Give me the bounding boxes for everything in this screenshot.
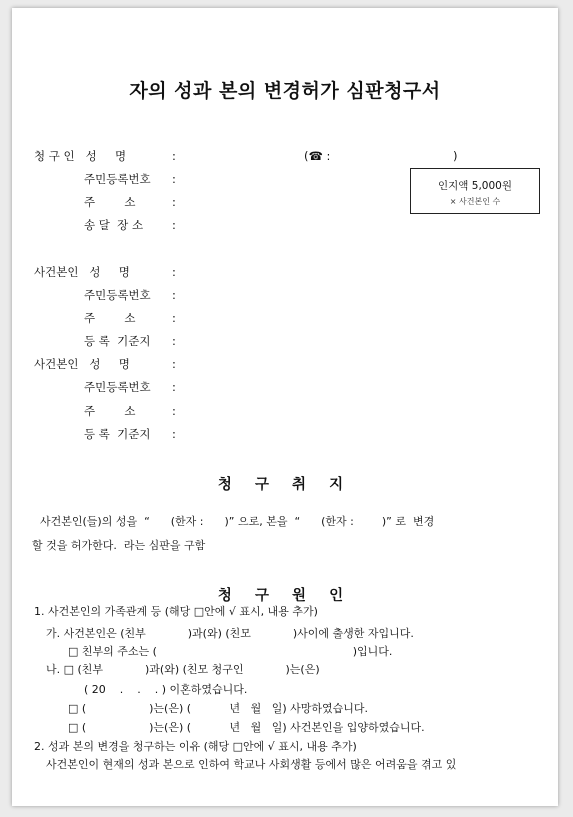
purpose-line-1: 사건본인(들)의 성을 “ (한자 : )” 으로, 본을 “ (한자 : )” 로 변경 <box>40 515 435 528</box>
colon: : <box>172 357 176 371</box>
colon: : <box>172 149 176 163</box>
cause-line-7: □ ( )는(은) ( 년 월 일) 사건본인을 입양하였습니다. <box>68 721 425 734</box>
claimant-addr-label: 주 소 <box>84 195 136 209</box>
claimant-rrn-label: 주민등록번호 <box>84 172 151 186</box>
purpose-line-2: 할 것을 허가한다. 라는 심판을 구함 <box>32 539 206 552</box>
subject2-name-label: 사건본인 성 명 <box>34 357 130 371</box>
stamp-fee-note: × 사건본인 수 <box>449 197 501 206</box>
colon: : <box>172 288 176 302</box>
cause-line-8: 2. 성과 본의 변경을 청구하는 이유 (해당 □안에 √ 표시, 내용 추가) <box>34 740 357 753</box>
subject1-addr-label: 주 소 <box>84 311 136 325</box>
stamp-fee-amount: 인지액 5,000원 <box>438 180 512 192</box>
cause-line-4: 나. □ (친부 )과(와) (친모 청구인 )는(은) <box>46 663 320 676</box>
cause-line-5: ( 20 . . . ) 이혼하였습니다. <box>84 683 248 696</box>
cause-line-2: 가. 사건본인은 (친부 )과(와) (친모 )사이에 출생한 자입니다. <box>46 627 414 640</box>
subject1-name-label: 사건본인 성 명 <box>34 265 130 279</box>
phone-close: ) <box>453 149 458 163</box>
subject1-rrn-label: 주민등록번호 <box>84 288 151 302</box>
document-page <box>12 8 558 806</box>
claimant-delivery-label: 송 달 장 소 <box>84 218 144 232</box>
subject2-addr-label: 주 소 <box>84 404 136 418</box>
colon: : <box>172 311 176 325</box>
claimant-name-label: 청 구 인 성 명 <box>34 149 127 163</box>
colon: : <box>172 334 176 348</box>
colon: : <box>172 265 176 279</box>
colon: : <box>172 218 176 232</box>
purpose-heading: 청 구 취 지 <box>217 477 353 493</box>
cause-line-3: □ 친부의 주소는 ( )입니다. <box>68 645 393 658</box>
document-title: 자의 성과 본의 변경허가 심판청구서 <box>129 80 441 102</box>
subject1-reg-label: 등 록 기준지 <box>84 334 151 348</box>
colon: : <box>172 195 176 209</box>
cause-line-9: 사건본인이 현재의 성과 본으로 인하여 학교나 사회생활 등에서 많은 어려움을 겪고 있 <box>46 758 457 771</box>
cause-line-1: 1. 사건본인의 가족관계 등 (해당 □안에 √ 표시, 내용 추가) <box>34 605 318 618</box>
stamp-fee-box <box>410 168 540 214</box>
cause-line-6: □ ( )는(은) ( 년 월 일) 사망하였습니다. <box>68 702 369 715</box>
cause-heading: 청 구 원 인 <box>217 588 353 604</box>
colon: : <box>172 404 176 418</box>
subject2-rrn-label: 주민등록번호 <box>84 380 151 394</box>
colon: : <box>172 427 176 441</box>
phone-open: (☎ : <box>304 149 331 163</box>
colon: : <box>172 172 176 186</box>
subject2-reg-label: 등 록 기준지 <box>84 427 151 441</box>
colon: : <box>172 380 176 394</box>
